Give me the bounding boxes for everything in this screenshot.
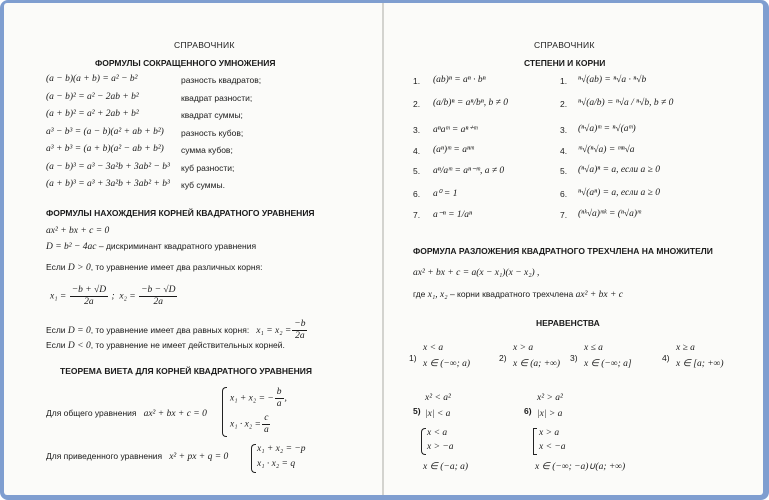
vieta-general <box>46 408 207 419</box>
case-text: , то уравнение не имеет действительных корней. <box>90 340 285 350</box>
case-if: Если <box>46 262 66 272</box>
power-rule-number: 3. <box>413 125 421 135</box>
x1-numerator: −b + √D <box>71 285 107 295</box>
ineq-6-number: 6) <box>524 406 532 416</box>
x1-fraction <box>70 285 108 308</box>
inequality-number: 2) <box>499 353 507 363</box>
multiplication-formula-name: разность квадратов; <box>181 75 262 85</box>
x1-denominator: 2a <box>84 297 94 307</box>
section-title-quadratic-roots: ФОРМУЛЫ НАХОЖДЕНИЯ КОРНЕЙ КВАДРАТНОГО УРАВНЕНИЯ <box>46 208 315 218</box>
multiplication-formula-name: куб суммы. <box>181 180 225 190</box>
vieta-reduced-product: x₁ · x₂ = q <box>257 459 296 469</box>
multiplication-formula-name: квадрат разности; <box>181 92 253 103</box>
case-if: Если <box>46 324 66 335</box>
ineq-6-system-2: x < −a <box>539 442 566 452</box>
vieta-product-lhs: x₁ · x₂ = <box>230 419 261 430</box>
root-rule-number: 5. <box>560 166 568 176</box>
power-rule-formula: aⁿ/aᵐ = aⁿ⁻ᵐ, a ≠ 0 <box>433 166 505 176</box>
ineq-6-abs: |x| > a <box>537 409 563 419</box>
section-title-factorization: ФОРМУЛА РАЗЛОЖЕНИЯ КВАДРАТНОГО ТРЕХЧЛЕНА НА МНОЖИТЕЛИ <box>413 246 713 256</box>
power-rule-number: 1. <box>413 76 421 86</box>
power-rule-formula: (aⁿ)ᵐ = aⁿᵐ <box>433 145 474 155</box>
roots-separator: ; <box>111 291 115 302</box>
ineq-5-result: x ∈ (−a; a) <box>423 462 469 472</box>
root-rule-formula: (ⁿᵏ√a)ᵐᵏ = (ⁿ√a)ᵐ <box>578 209 641 219</box>
vieta-product <box>230 413 272 436</box>
ineq-5-system-1: x < a <box>427 428 448 438</box>
case-text: , то уравнение имеет два различных корня: <box>90 262 263 272</box>
multiplication-formula-name: куб разности; <box>181 162 235 173</box>
case-zero-discriminant <box>46 319 308 342</box>
inequality-number: 4) <box>662 353 670 363</box>
right-header: СПРАВОЧНИК <box>534 40 595 50</box>
x2-fraction <box>139 285 177 308</box>
vieta-product-denominator: a <box>263 425 269 435</box>
vieta-sum-denominator: a <box>276 399 282 409</box>
roots-formula <box>50 285 178 308</box>
root-rule-formula: ⁿ√(a/b) = ⁿ√a / ⁿ√b, b ≠ 0 <box>578 98 674 108</box>
x1-lhs: x₁ = <box>50 291 67 302</box>
power-rule-number: 6. <box>413 189 421 199</box>
multiplication-formula: (a − b)² = a² − 2ab + b² <box>46 91 139 102</box>
root-rule-formula: ⁿ√(aⁿ) = a, если a ≥ 0 <box>578 188 660 198</box>
root-rule-number: 1. <box>560 76 568 86</box>
root-rule-number: 2. <box>560 99 568 109</box>
note-text: – корни квадратного трехчлена <box>449 289 574 299</box>
ineq-6-bracket <box>533 428 537 455</box>
x2-denominator: 2a <box>153 297 164 307</box>
inequality-number: 3) <box>570 353 578 363</box>
factorization-note <box>413 289 623 300</box>
ineq-6-result: x ∈ (−∞; −a)∪(a; +∞) <box>535 462 626 472</box>
factorization-formula: ax² + bx + c = a(x − x₁)(x − x₂) , <box>413 268 540 278</box>
vieta-product-numerator: c <box>264 413 269 423</box>
section-title-vieta: ТЕОРЕМА ВИЕТА ДЛЯ КОРНЕЙ КВАДРАТНОГО УРАВНЕНИЯ <box>60 366 313 376</box>
root-rule-formula: ⁿ√(ab) = ⁿ√a · ⁿ√b <box>578 75 647 85</box>
power-rule-formula: (a/b)ⁿ = aⁿ/bⁿ, b ≠ 0 <box>433 98 508 108</box>
vieta-sum-comma: , <box>284 393 287 404</box>
vieta-reduced-brace <box>251 444 256 473</box>
left-page <box>4 3 382 495</box>
case-if: Если <box>46 340 66 350</box>
multiplication-formula-name: разность кубов; <box>181 127 244 138</box>
power-rule-number: 2. <box>413 99 421 109</box>
left-header: СПРАВОЧНИК <box>174 40 235 50</box>
vieta-product-fraction <box>262 413 271 436</box>
case-condition: D = 0 <box>67 325 91 336</box>
equal-roots-denominator: 2a <box>295 331 305 341</box>
root-rule-number: 3. <box>560 125 568 135</box>
inequality-solution: x ∈ (−∞; a) <box>423 359 471 369</box>
inequality-solution: x ∈ (a; +∞) <box>513 359 561 369</box>
multiplication-formula: (a + b)³ = a³ + 3a²b + 3ab² + b³ <box>46 179 170 189</box>
vieta-reduced-equation: x² + px + q = 0 <box>169 452 229 462</box>
note-where: где <box>413 289 426 299</box>
multiplication-formula: a³ + b³ = (a + b)(a² − ab + b²) <box>46 144 164 154</box>
vieta-general-brace <box>222 387 227 437</box>
vieta-sum-fraction <box>275 387 284 410</box>
vieta-reduced-sum: x₁ + x₂ = −p <box>257 444 306 454</box>
note-polynomial: ax² + bx + c <box>575 290 623 300</box>
equal-roots-numerator: −b <box>294 319 306 329</box>
inequality-solution: x ∈ (−∞; a] <box>584 359 632 369</box>
x2-numerator: −b − √D <box>141 285 176 295</box>
section-title-inequalities: НЕРАВЕНСТВА <box>536 318 600 328</box>
power-rule-number: 5. <box>413 166 421 176</box>
root-rule-number: 6. <box>560 189 568 199</box>
power-rule-formula: a⁻ⁿ = 1/aⁿ <box>433 210 473 220</box>
vieta-reduced <box>46 451 228 462</box>
vieta-sum-lhs: x₁ + x₂ = − <box>230 393 274 404</box>
multiplication-formula: (a − b)(a + b) = a² − b² <box>46 74 138 84</box>
equal-roots-fraction <box>292 319 307 342</box>
note-roots: x₁, x₂ <box>427 290 448 300</box>
vieta-sum-numerator: b <box>276 387 282 397</box>
root-rule-formula: ᵐ√(ⁿ√a) = ᵐⁿ√a <box>578 145 635 155</box>
ineq-6-system-1: x > a <box>539 428 560 438</box>
inequality-solution: x ∈ [a; +∞) <box>676 359 724 369</box>
ineq-5-system-2: x > −a <box>427 442 454 452</box>
x2-lhs: x₂ = <box>119 291 136 302</box>
section-title-multiplication: ФОРМУЛЫ СОКРАЩЕННОГО УМНОЖЕНИЯ <box>95 58 276 68</box>
case-positive-discriminant <box>46 262 263 273</box>
inequality-condition: x < a <box>423 343 444 353</box>
case-condition: D > 0 <box>67 263 91 273</box>
power-rule-formula: (ab)ⁿ = aⁿ · bⁿ <box>433 75 486 85</box>
ineq-5-squared: x² < a² <box>425 393 451 403</box>
root-rule-number: 4. <box>560 146 568 156</box>
inequality-condition: x ≥ a <box>676 343 695 353</box>
multiplication-formula-name: сумма кубов; <box>181 145 233 155</box>
power-rule-formula: aⁿaᵐ = aⁿ⁺ᵐ <box>433 125 478 135</box>
case-text: , то уравнение имеет два равных корня: <box>90 324 250 335</box>
quadratic-equation: ax² + bx + c = 0 <box>46 226 110 236</box>
root-rule-formula: (ⁿ√a)ⁿ = a, если a ≥ 0 <box>578 165 660 175</box>
multiplication-formula-name: квадрат суммы; <box>181 110 243 120</box>
root-rule-formula: (ⁿ√a)ᵐ = ⁿ√(aᵐ) <box>578 124 636 134</box>
power-rule-number: 4. <box>413 146 421 156</box>
multiplication-formula: (a − b)³ = a³ − 3a²b + 3ab² − b³ <box>46 161 170 172</box>
inequality-number: 1) <box>409 353 417 363</box>
power-rule-formula: a⁰ = 1 <box>433 189 458 199</box>
inequality-condition: x > a <box>513 343 534 353</box>
vieta-general-label: Для общего уравнения <box>46 408 137 418</box>
multiplication-formula: a³ − b³ = (a − b)(a² + ab + b²) <box>46 126 164 137</box>
ineq-6-squared: x² > a² <box>537 393 563 403</box>
section-title-powers-roots: СТЕПЕНИ И КОРНИ <box>524 58 606 68</box>
power-rule-number: 7. <box>413 210 421 220</box>
ineq-5-brace <box>421 428 426 455</box>
vieta-general-equation: ax² + bx + c = 0 <box>143 409 207 419</box>
discriminant-text: – дискриминант квадратного уравнения <box>96 241 257 251</box>
ineq-5-number: 5) <box>413 406 421 416</box>
discriminant-formula: D = b² − 4ac <box>46 242 97 252</box>
vieta-reduced-label: Для приведенного уравнения <box>46 451 163 461</box>
right-page <box>384 3 763 495</box>
ineq-5-abs: |x| < a <box>425 409 451 419</box>
root-rule-number: 7. <box>560 210 568 220</box>
equal-roots-lhs: x₁ = x₂ = <box>256 325 292 336</box>
vieta-sum <box>230 387 287 410</box>
multiplication-formula: (a + b)² = a² + 2ab + b² <box>46 109 139 119</box>
discriminant-line <box>46 241 256 252</box>
case-negative-discriminant <box>46 340 285 351</box>
inequality-condition: x ≤ a <box>584 343 603 353</box>
case-condition: D < 0 <box>67 341 91 351</box>
